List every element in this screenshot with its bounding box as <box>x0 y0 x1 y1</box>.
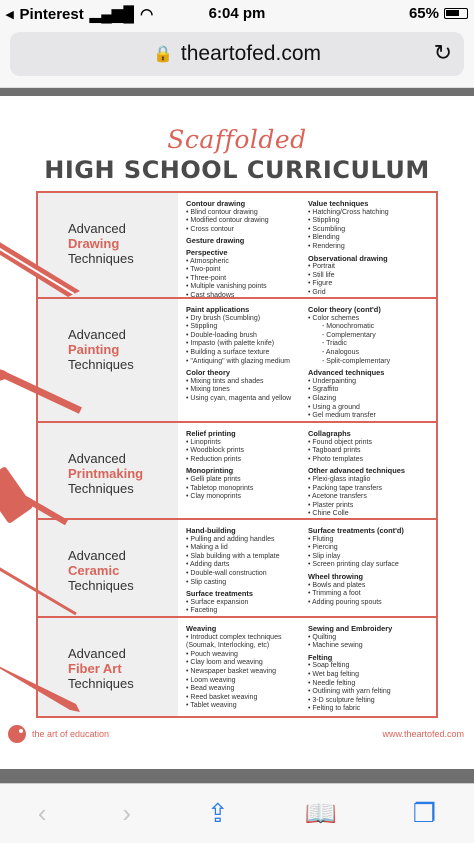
section-list <box>308 582 430 608</box>
list-item: • Multiple vanishing points <box>186 283 308 292</box>
section-heading: Weaving <box>186 624 217 633</box>
list-item: • Fluting <box>308 536 430 545</box>
row-label-text <box>68 548 134 593</box>
label-top: Advanced <box>68 221 126 236</box>
label-accent: Printmaking <box>68 466 144 481</box>
label-accent: Fiber Art <box>68 661 122 676</box>
section-heading: Collagraphs <box>308 429 351 438</box>
section-heading: Felting <box>308 652 333 662</box>
content-column <box>308 303 430 420</box>
section-list <box>308 263 430 297</box>
row-label <box>38 423 178 518</box>
tabs-icon[interactable]: ❐ <box>412 798 437 828</box>
content-column <box>308 197 430 296</box>
label-top: Advanced <box>68 451 126 466</box>
label-bottom: Techniques <box>68 251 134 266</box>
list-item: • Felting to fabric <box>308 705 430 714</box>
content-column <box>186 303 308 417</box>
label-accent: Ceramic <box>68 563 120 578</box>
list-item: • Slip casting <box>186 579 308 588</box>
label-bottom: Techniques <box>68 578 134 593</box>
section-heading: Color theory <box>186 368 230 378</box>
curriculum-row <box>38 423 436 520</box>
list-item: • Acetone transfers <box>308 493 430 502</box>
section-heading: Advanced techniques <box>308 368 385 378</box>
row-label-text <box>68 221 134 266</box>
curriculum-row <box>38 520 436 618</box>
list-item: • Using cyan, magenta and yellow <box>186 395 308 404</box>
row-content <box>178 520 436 616</box>
address-bar[interactable] <box>10 32 464 76</box>
list-item: • Blind contour drawing <box>186 209 308 218</box>
list-item: • Piercing <box>308 544 430 553</box>
list-item: • Dry brush (Scumbling) <box>186 315 308 324</box>
list-item: • Woodblock prints <box>186 447 308 456</box>
section-heading: Value techniques <box>308 199 369 208</box>
list-item: • Portrait <box>308 263 430 272</box>
browser-toolbar <box>0 783 474 843</box>
list-item: • "Antiquing" with glazing medium <box>186 358 308 367</box>
list-item: • Screen printing clay surface <box>308 561 430 570</box>
list-item: • Introduct complex techniques (Soumak, Interlocking, etc) <box>186 634 308 651</box>
list-item: • Machine sewing <box>308 642 430 651</box>
list-item: • Modified contour drawing <box>186 217 308 226</box>
label-bottom: Techniques <box>68 357 134 372</box>
list-item: • Trimming a foot <box>308 590 430 599</box>
section-heading: Other advanced techniques <box>308 466 405 476</box>
list-item: • Underpainting <box>308 378 430 387</box>
label-bottom: Techniques <box>68 676 134 691</box>
section-heading: Contour drawing <box>186 199 246 208</box>
status-time: 6:04 pm <box>208 5 266 22</box>
list-item: • Sgraffito <box>308 386 430 395</box>
content-column <box>186 197 308 299</box>
section-list <box>308 476 430 519</box>
list-item: • Atmospheric <box>186 258 308 267</box>
list-item: • Cast shadows <box>186 292 308 301</box>
row-content <box>178 618 436 716</box>
list-item: • Gelli plate prints <box>186 476 308 485</box>
list-item: • Clay loom and weaving <box>186 659 308 668</box>
list-item: • Gel medium transfer <box>308 412 430 421</box>
section-heading: Surface treatments <box>186 589 253 599</box>
content-column <box>186 622 308 712</box>
label-top: Advanced <box>68 646 126 661</box>
battery-icon <box>444 8 468 19</box>
section-list <box>186 599 308 616</box>
section-heading: Gesture drawing <box>186 236 245 246</box>
content-column <box>308 622 430 712</box>
sub-list-item: - Split-complementary <box>308 358 430 367</box>
list-item: • Tablet weaving <box>186 702 308 711</box>
list-item: • Soap felting <box>308 662 430 671</box>
list-item: • Chine Colle <box>308 510 430 519</box>
list-item: • Tagboard prints <box>308 447 430 456</box>
list-item: • Linoprints <box>186 439 308 448</box>
label-top: Advanced <box>68 327 126 342</box>
list-item: • Packing tape transfers <box>308 485 430 494</box>
section-list <box>308 378 430 421</box>
row-label-text <box>68 451 143 496</box>
signal-icon: ▂▄▆█ <box>89 6 135 23</box>
list-item: • Slip inlay <box>308 553 430 562</box>
list-item: • Using a ground <box>308 404 430 413</box>
list-item: • Stippling <box>186 323 308 332</box>
section-heading: Paint applications <box>186 305 250 314</box>
row-label <box>38 618 178 716</box>
list-item: • Tabletop monoprints <box>186 485 308 494</box>
content-column <box>308 427 430 518</box>
list-item: • Reduction prints <box>186 456 308 465</box>
battery-percent: 65% <box>408 5 439 22</box>
section-heading: Relief printing <box>186 429 236 438</box>
list-item: • Loom weaving <box>186 677 308 686</box>
list-item: • Figure <box>308 280 430 289</box>
list-item: • Wet bag felting <box>308 671 430 680</box>
list-item: • Scumbling <box>308 226 430 235</box>
section-heading: Surface treatments (cont'd) <box>308 526 404 535</box>
content-column <box>186 524 308 615</box>
curriculum-poster <box>0 97 474 769</box>
list-item: • Making a lid <box>186 544 308 553</box>
list-item: • Plexi-glass intaglio <box>308 476 430 485</box>
row-label-text <box>68 327 134 372</box>
main-title: HIGH SCHOOL CURRICULUM <box>44 156 430 184</box>
list-item: • Stippling <box>308 217 430 226</box>
page-top-divider <box>0 88 474 96</box>
list-item: • Reed basket weaving <box>186 694 308 703</box>
content-column <box>186 427 308 514</box>
sub-list-item: - Monochromatic <box>308 323 430 332</box>
list-item: • Plaster prints <box>308 502 430 511</box>
list-item: • Building a surface texture <box>186 349 308 358</box>
list-item: • Pulling and adding handles <box>186 536 308 545</box>
list-item: • Double-wall construction <box>186 570 308 579</box>
curriculum-row <box>38 618 436 716</box>
palette-icon <box>8 725 26 743</box>
section-list <box>186 209 308 235</box>
section-list <box>308 662 430 714</box>
curriculum-row <box>38 299 436 423</box>
section-list <box>186 258 308 301</box>
section-list <box>308 536 430 570</box>
section-heading: Wheel throwing <box>308 571 364 581</box>
status-right <box>409 5 468 22</box>
list-item: • Cross contour <box>186 226 308 235</box>
list-item: • Three-point <box>186 275 308 284</box>
section-list <box>186 315 308 367</box>
section-list <box>308 315 430 367</box>
list-item: • Pouch weaving <box>186 651 308 660</box>
section-list <box>186 476 308 502</box>
label-bottom: Techniques <box>68 481 134 496</box>
list-item: • Bowls and plates <box>308 582 430 591</box>
list-item: • Slab building with a template <box>186 553 308 562</box>
carrier-label[interactable]: Pinterest <box>19 5 84 23</box>
list-item: • Needle felting <box>308 680 430 689</box>
curriculum-row <box>38 193 436 299</box>
back-icon[interactable]: ‹ <box>37 798 47 828</box>
bookmarks-icon[interactable]: 📖 <box>304 798 337 828</box>
list-item: • Double-loading brush <box>186 332 308 341</box>
section-list <box>186 378 308 404</box>
list-item: • Adding pouring spouts <box>308 599 430 608</box>
list-item: • 3-D sculpture felting <box>308 697 430 706</box>
sub-list-item: - Analogous <box>308 349 430 358</box>
list-item: • Clay monoprints <box>186 493 308 502</box>
footer-url: www.theartofed.com <box>382 729 464 739</box>
section-heading: Perspective <box>186 247 228 257</box>
section-heading: Monoprinting <box>186 466 234 476</box>
poster-title <box>0 125 474 184</box>
list-item: • Found object prints <box>308 439 430 448</box>
list-item: • Grid <box>308 289 430 298</box>
section-list <box>186 536 308 588</box>
list-item: • Color schemes <box>308 315 430 324</box>
list-item: • Photo templates <box>308 456 430 465</box>
script-title: Scaffolded <box>167 125 307 154</box>
list-item: • Surface expansion <box>186 599 308 608</box>
sub-list-item: - Triadic <box>308 340 430 349</box>
reload-icon[interactable]: ↻ <box>433 40 452 65</box>
poster-footer <box>8 725 464 743</box>
list-item: • Bead weaving <box>186 685 308 694</box>
section-list <box>186 439 308 465</box>
row-label <box>38 520 178 616</box>
list-item: • Quilting <box>308 634 430 643</box>
sub-list-item: - Complementary <box>308 332 430 341</box>
list-item: • Mixing tints and shades <box>186 378 308 387</box>
section-list <box>186 634 308 711</box>
label-accent: Drawing <box>68 236 120 251</box>
list-item: • Newspaper basket weaving <box>186 668 308 677</box>
row-content <box>178 193 436 297</box>
curriculum-grid <box>36 191 438 718</box>
forward-icon[interactable]: › <box>122 798 132 828</box>
content-column <box>308 524 430 612</box>
row-content <box>178 423 436 518</box>
section-heading: Color theory (cont'd) <box>308 305 381 314</box>
lock-icon: 🔒 <box>152 46 173 63</box>
page-bottom-divider <box>0 769 474 783</box>
section-heading: Hand-building <box>186 526 236 535</box>
row-label <box>38 193 178 297</box>
row-content <box>178 299 436 421</box>
list-item: • Impasto (with palette knife) <box>186 340 308 349</box>
list-item: • Faceting <box>186 607 308 616</box>
list-item: • Adding darts <box>186 561 308 570</box>
url-text[interactable]: theartofed.com <box>180 42 321 65</box>
list-item: • Glazing <box>308 395 430 404</box>
label-top: Advanced <box>68 548 126 563</box>
list-item: • Still life <box>308 272 430 281</box>
section-heading: Sewing and Embroidery <box>308 624 393 633</box>
section-list <box>308 439 430 465</box>
row-label <box>38 299 178 421</box>
list-item: • Outlining with yarn felting <box>308 688 430 697</box>
back-to-app-icon[interactable]: ◂ <box>6 6 14 23</box>
list-item: • Rendering <box>308 243 430 252</box>
wifi-icon: ◠ <box>140 6 154 23</box>
section-list <box>308 634 430 651</box>
browser-bar <box>0 28 474 88</box>
list-item: • Mixing tones <box>186 386 308 395</box>
status-bar <box>0 0 474 28</box>
list-item: • Hatching/Cross hatching <box>308 209 430 218</box>
row-label-text <box>68 646 134 691</box>
footer-brand: the art of education <box>32 729 110 739</box>
footer-logo <box>8 725 109 743</box>
section-heading: Observational drawing <box>308 253 388 263</box>
list-item: • Two-point <box>186 266 308 275</box>
label-accent: Painting <box>68 342 120 357</box>
section-list <box>308 209 430 252</box>
list-item: • Blending <box>308 234 430 243</box>
share-icon[interactable]: ⇪ <box>206 798 229 828</box>
